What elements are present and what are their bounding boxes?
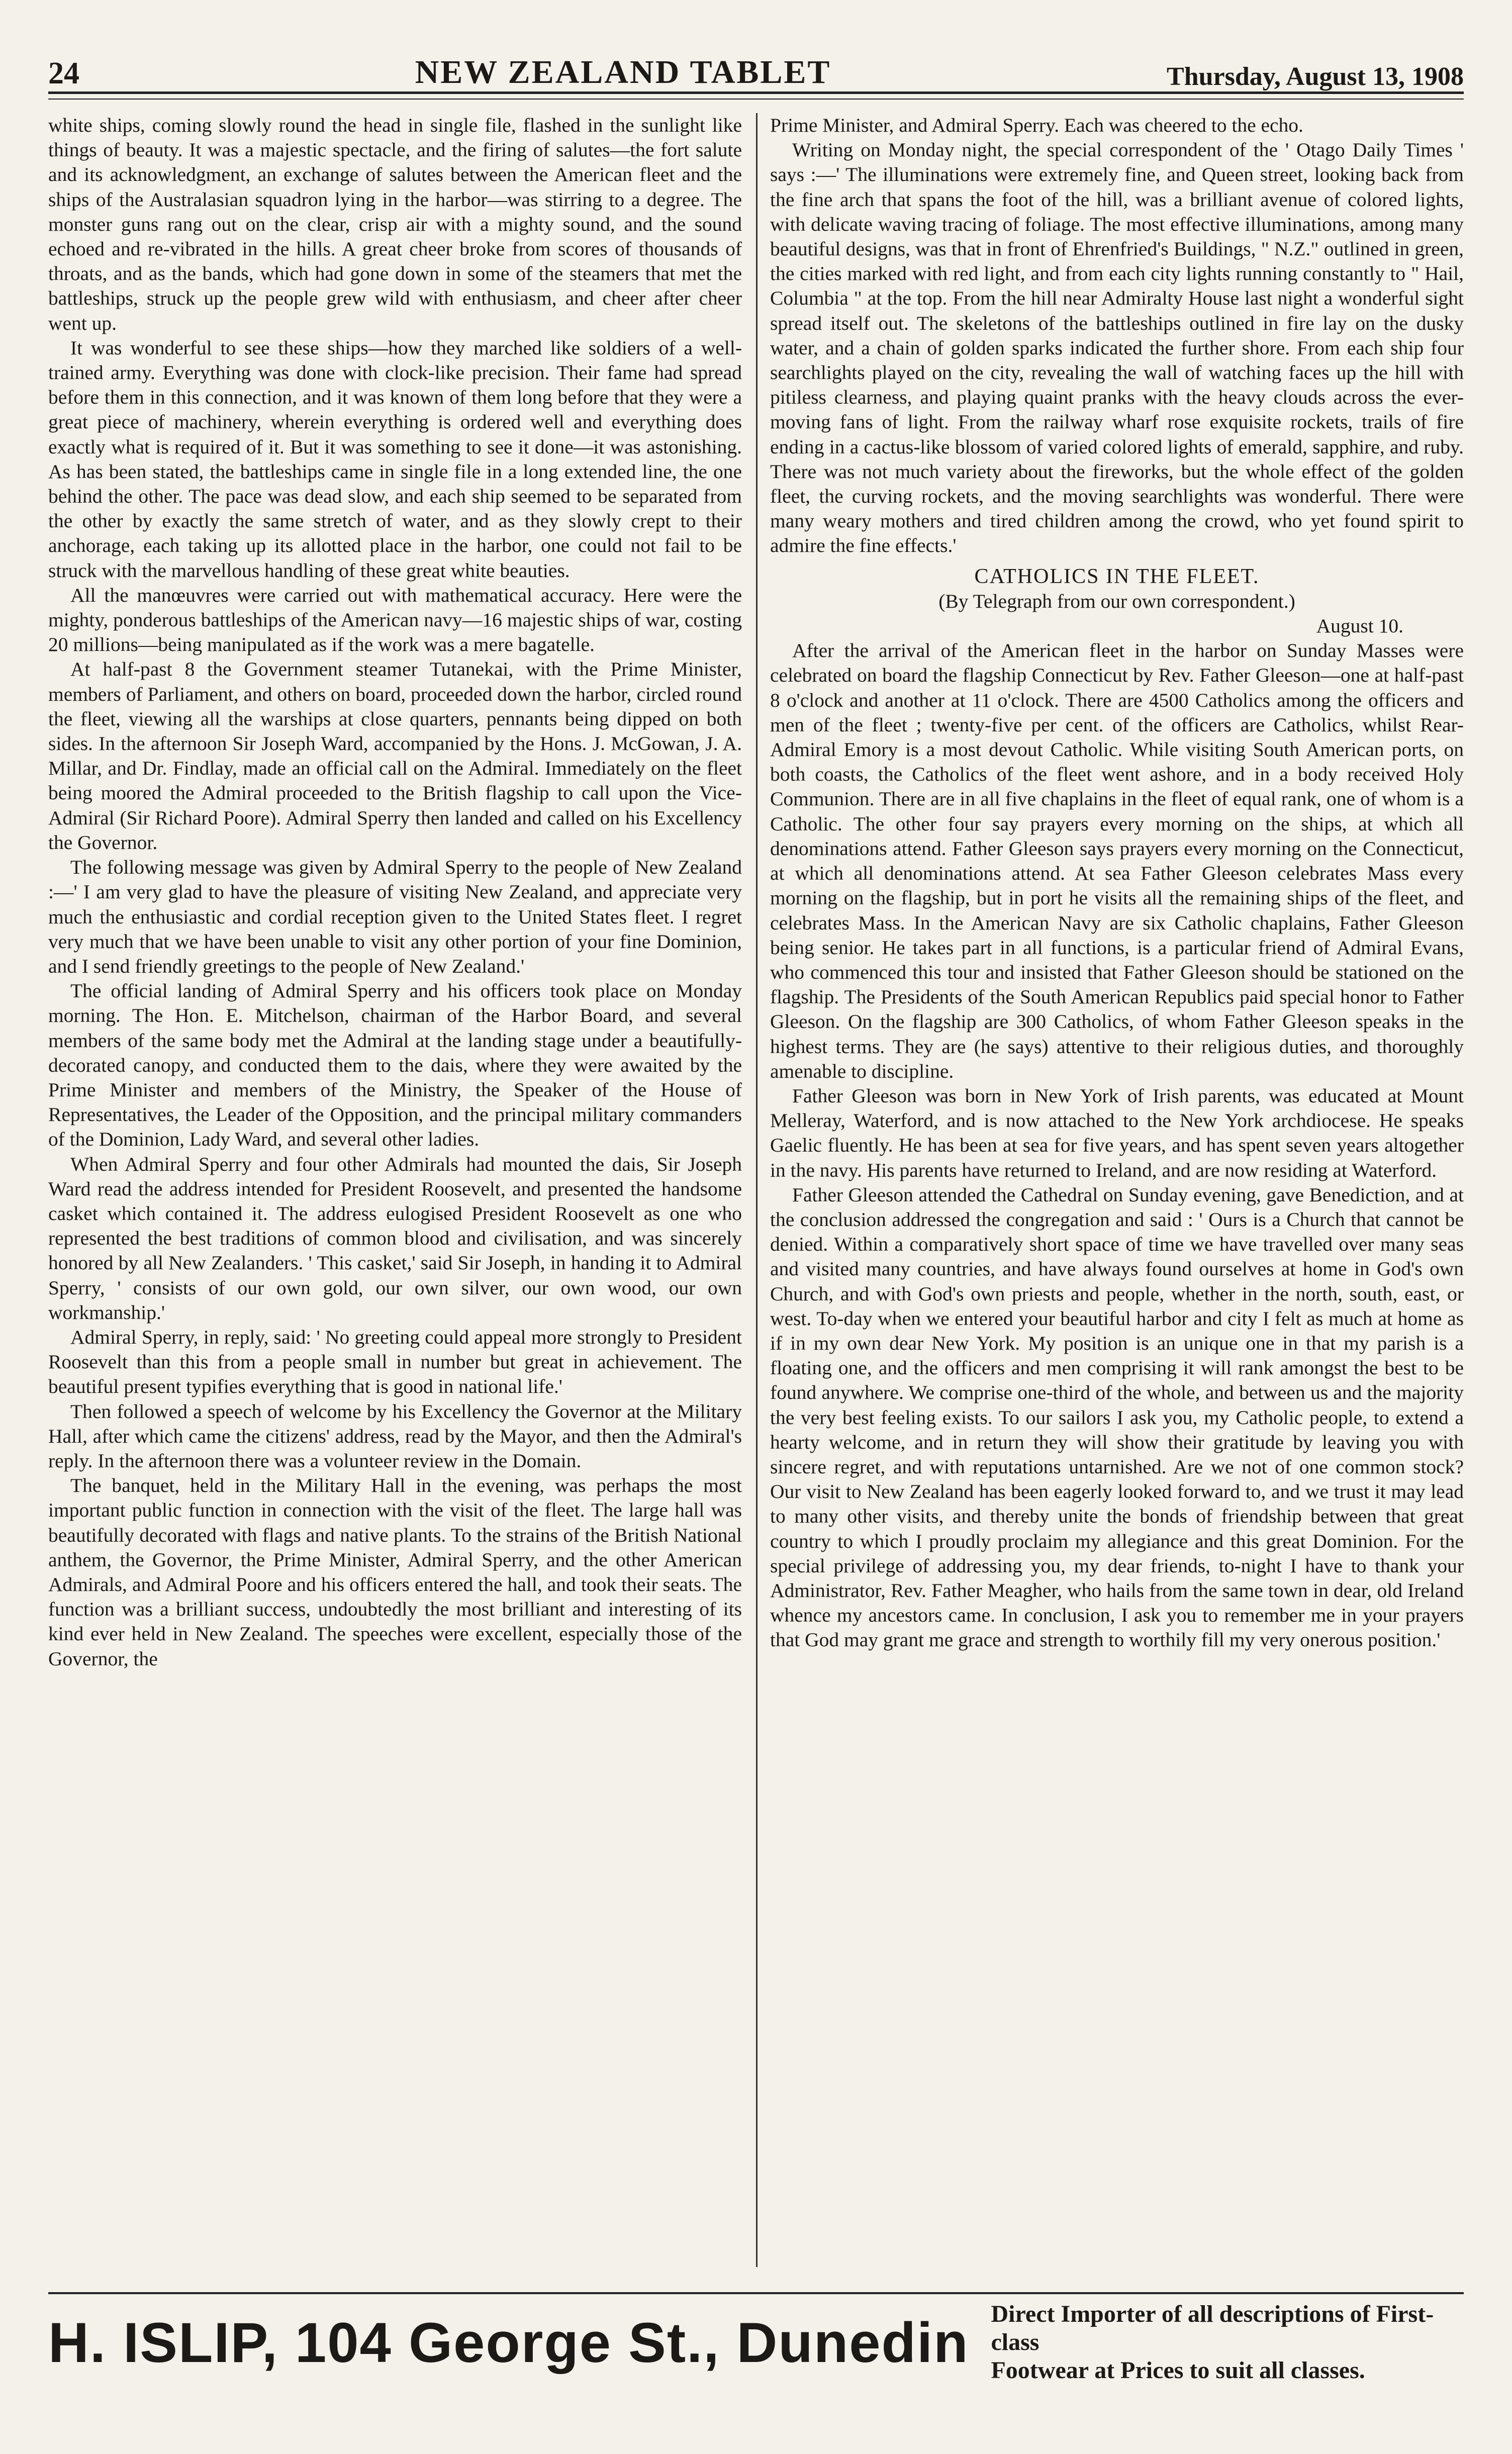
page-number: 24 [48, 56, 79, 90]
header-rule [48, 99, 1464, 100]
paragraph: Father Gleeson attended the Cathedral on Sunday evening, gave Benediction, and at the conclusion addressed the congregation and said : ' Ours is a Church that cannot be denied. Within a comparatively short space of time we have travelled over many seas and visited many countries, and have always found ourselves at home in God's own Church, and with God's own priests and people, whether in the north, south, east, or west. To-day when we entered your beautiful harbor and city I felt as much at home as if in my own dear New York. My position is an unique one in that my parish is a floating one, and the officers and men comprising it will rank amongst the best to be found anywhere. We comprise one-third of the whole, and between us and the majority the very best feeling exists. To our sailors I ask you, my Catholic people, to extend a hearty welcome, and in return they will show their gratitude by leaving you with sincere regret, and with reputations untarnished. Are we not of one common stock? Our visit to New Zealand has been eagerly looked forward to, and we trust it may lead to many other visits, and thereby unite the bonds of friendship between that great country to which I proudly proclaim my allegiance and this great Dominion. For the special privilege of addressing you, my dear friends, to-night I have to thank your Administrator, Rev. Father Meagher, who hails from the same town in dear, old Ireland whence my ancestors came. In conclusion, I ask you to remember me in your prayers that God may grant me grace and strength to worthily fill my very onerous position.' [770, 1183, 1464, 1651]
page-header [48, 50, 1464, 94]
right-column [770, 113, 1464, 2267]
paragraph: Admiral Sperry, in reply, said: ' No greeting could appeal more strongly to President Roosevelt than this from a people small in number but great in achievement. The beautiful present typifies everything that is good in national life.' [48, 1326, 742, 1398]
paragraph: white ships, coming slowly round the head in single file, flashed in the sunlight like things of beauty. It was a majestic spectacle, and the firing of salutes—the fort salute and its acknowledgment, an exchange of salutes between the American fleet and the ships of the Australasian squadron lying in the harbor—was stirring to a degree. The monster guns rang out on the clear, crisp air with a mighty sound, and the sound echoed and re-vibrated in the hills. A great cheer broke from scores of thousands of throats, and as the bands, which had gone down in some of the steamers that met the battleships, struck up the people grew wild with enthusiasm, and cheer after cheer went up. [48, 114, 742, 334]
paragraph: Father Gleeson was born in New York of Irish parents, was educated at Mount Melleray, Waterford, and is now attached to the New York archdiocese. He speaks Gaelic fluently. He has been at sea for five years, and has spent seven years altogether in the navy. His parents have returned to Ireland, and are now residing at Waterford. [770, 1084, 1464, 1181]
paragraph: The official landing of Admiral Sperry and his officers took place on Monday morning. The Hon. E. Mitchelson, chairman of the Harbor Board, and several members of the same body met the Admiral at the landing stage under a beautifully-decorated canopy, and conducted them to the dais, where they were awaited by the Prime Minister and members of the Ministry, the Speaker of the House of Representatives, the Leader of the Opposition, and the principal military commanders of the Dominion, Lady Ward, and several other ladies. [48, 980, 742, 1151]
paragraph: It was wonderful to see these ships—how they marched like soldiers of a well-trained army. Everything was done with clock-like precision. Their fame had spread before them in this connection, and it was known of them long before that they were a great piece of machinery, wherein everything is ordered well and everything does exactly what is required of it. But it was something to see it done—it was astonishing. As has been stated, the battleships came in single file in a long extended line, the one behind the other. The pace was dead slow, and each ship seemed to be separated from the other by exactly the same stretch of water, and as they slowly crept to their anchorage, each taking up its allotted place in the harbor, one could not fail to be struck with the marvellous handling of these great white beauties. [48, 336, 742, 582]
advertiser-name: H. ISLIP, 104 George St., Dunedin [48, 2311, 969, 2374]
advertisement [48, 2301, 1464, 2384]
left-column [48, 113, 742, 2267]
column-divider [756, 113, 758, 2267]
advertisement-tagline [991, 2300, 1464, 2385]
paragraph: At half-past 8 the Government steamer Tutanekai, with the Prime Minister, members of Parliament, and others on board, proceeded down the harbor, circled round the fleet, viewing all the warships at close quarters, pennants being dipped on both sides. In the afternoon Sir Joseph Ward, accompanied by the Hons. J. McGowan, J. A. Millar, and Dr. Findlay, made an official call on the Admiral. Immediately on the fleet being moored the Admiral proceeded to the British flagship to call upon the Vice-Admiral (Sir Richard Poore). Admiral Sperry then landed and called on his Excellency the Governor. [48, 658, 742, 854]
masthead: NEW ZEALAND TABLET [415, 54, 831, 90]
paragraph: The following message was given by Admiral Sperry to the people of New Zealand :—' I am very glad to have the pleasure of visiting New Zealand, and appreciate very much the enthusiastic and cordial reception given to the United States fleet. I regret very much that we have been unable to visit any other portion of your fine Dominion, and I send friendly greetings to the people of New Zealand.' [48, 856, 742, 977]
tagline-line: Direct Importer of all descriptions of First-class [991, 2301, 1434, 2355]
paragraph: Then followed a speech of welcome by his Excellency the Governor at the Military Hall, after which came the citizens' address, read by the Mayor, and then the Admiral's reply. In the afternoon there was a volunteer review in the Domain. [48, 1400, 742, 1472]
paragraph: All the manœuvres were carried out with mathematical accuracy. Here were the mighty, ponderous battleships of the American navy—16 majestic ships of war, costing 20 millions—being manipulated as if the work was a mere bagatelle. [48, 584, 742, 656]
paragraph: Prime Minister, and Admiral Sperry. Each was cheered to the echo. [770, 114, 1303, 136]
paragraph: When Admiral Sperry and four other Admirals had mounted the dais, Sir Joseph Ward read the address intended for President Roosevelt, and presented the handsome casket which contained it. The address eulogised President Roosevelt as one who represented the best traditions of common blood and civilisation, and was sincerely honored by all New Zealanders. ' This casket,' said Sir Joseph, in handing it to Admiral Sperry, ' consists of our own gold, our own silver, our own wood, our own workmanship.' [48, 1153, 742, 1324]
section-heading: CATHOLICS IN THE FLEET. [974, 564, 1260, 588]
section-byline: (By Telegraph from our own correspondent.) [938, 590, 1295, 612]
footer-rule [48, 2292, 1464, 2294]
issue-date: Thursday, August 13, 1908 [1167, 62, 1464, 91]
section-dateline: August 10. [1316, 615, 1403, 637]
paragraph: Writing on Monday night, the special correspondent of the ' Otago Daily Times ' says :—' The illuminations were extremely fine, and Queen street, looking back from the fine arch that spans the foot of the hill, was a brilliant avenue of colored lights, with delicate waving tracing of foliage. The most effective illuminations, among many beautiful designs, was that in front of Ehrenfried's Buildings, " N.Z." outlined in green, the cities marked with red light, and from each city lights running constantly to " Hail, Columbia " at the top. From the hill near Admiralty House last night a wonderful sight spread itself out. The skeletons of the battleships outlined in fire lay on the dusky water, and a chain of golden sparks indicated the further shore. From each ship four searchlights played on the city, revealing the wall of watching faces up the hill with pitiless clearness, and playing quaint pranks with the heavy clouds across the ever-moving fans of light. From the railway wharf rose exquisite rockets, trails of fire ending in a cactus-like blossom of varied colored lights of emerald, sapphire, and ruby. There was not much variety about the fireworks, but the whole effect of the golden fleet, the curving rockets, and the moving searchlights was wonderful. There were many weary mothers and tired children among the crowd, who yet found spirit to admire the fine effects.' [770, 139, 1464, 557]
tagline-line: Footwear at Prices to suit all classes. [991, 2357, 1365, 2384]
paragraph: The banquet, held in the Military Hall in the evening, was perhaps the most important public function in connection with the visit of the fleet. The large hall was beautifully decorated with flags and native plants. To the strains of the British National anthem, the Governor, the Prime Minister, Admiral Sperry, and the other American Admirals, and Admiral Poore and his officers entered the hall, and took their seats. The function was a brilliant success, undoubtedly the most brilliant and interesting of its kind ever held in New Zealand. The speeches were excellent, especially those of the Governor, the [48, 1474, 742, 1670]
paragraph: After the arrival of the American fleet in the harbor on Sunday Masses were celebrated on board the flagship Connecticut by Rev. Father Gleeson—one at half-past 8 o'clock and another at 11 o'clock. There are 4500 Catholics among the officers and men of the fleet ; twenty-five per cent. of the officers are Catholics, whilst Rear-Admiral Emory is a most devout Catholic. While visiting South American ports, on both coasts, the Catholics of the fleet went ashore, and in a body received Holy Communion. There are in all five chaplains in the fleet of equal rank, one of whom is a Catholic. The other four say prayers every morning on the ships, at which all denominations attend. Father Gleeson says prayers every morning on the Connecticut, at which all denominations attend. At sea Father Gleeson celebrates Mass every morning on the flagship, but in port he visits all the remaining ships of the fleet, and celebrates Mass. In the American Navy are six Catholic chaplains, Father Gleeson being senior. He takes part in all functions, is a particular friend of Admiral Evans, who commenced this tour and insisted that Father Gleeson should be stationed on the flagship. The Presidents of the South American Republics paid special honor to Father Gleeson. On the flagship are 300 Catholics, of whom Father Gleeson speaks in the highest terms. They are (he says) attentive to their religious duties, and thoroughly amenable to discipline. [770, 639, 1464, 1082]
